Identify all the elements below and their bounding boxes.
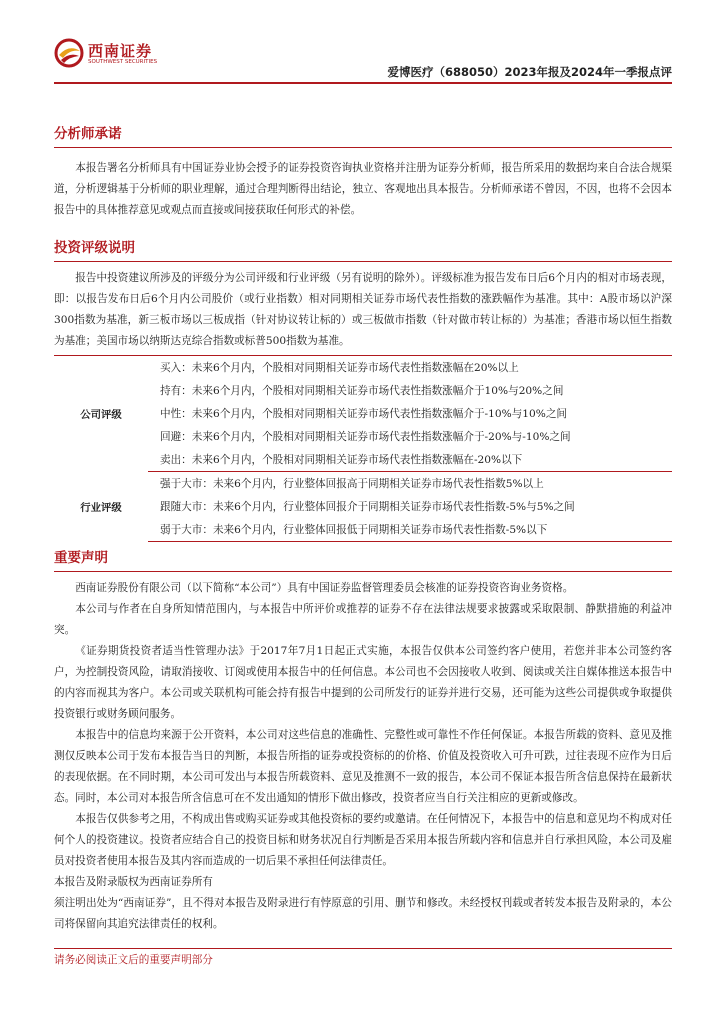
section-divider <box>54 571 672 572</box>
rating-title: 投资评级说明 <box>54 240 135 256</box>
disclaimer-paragraph: 本报告仅供参考之用，不构成出售或购买证券或其他投资标的要约或邀请。在任何情况下，本报告中的信息和意见均不构成对任何个人的投资建议。投资者应结合自己的投资目标和财务状况自行判断是否采用本报告所载内容和信息并自行承担风险，本公司及雇员对投资者使用本报告及其内容而造成的一切后果不承担任何法律责任。 <box>54 813 672 867</box>
company-rating-label: 公司评级 <box>54 356 148 472</box>
disclaimer-title: 重要声明 <box>54 550 108 566</box>
copyright-line: 本报告及附录版权为西南证券所有 <box>54 876 213 888</box>
disclaimer-paragraph: 本报告中的信息均来源于公开资料，本公司对这些信息的准确性、完整性或可靠性不作任何保证。本报告所载的资料、意见及推测仅反映本公司于发布本报告当日的判断，本报告所指的证券或投资标的的价格、价值及投资收入可升可跌，过往表现不应作为日后的表现依据。在不同时期，本公司可发出与本报告所载资料、意见及推测不一致的报告，本公司不保证本报告所含信息保持在最新状态。同时，本公司对本报告所含信息可在不发出通知的情形下做出修改，投资者应当自行关注相应的更新或修改。 <box>54 729 672 804</box>
company-rating-item: 卖出：未来6个月内，个股相对同期相关证券市场代表性指数涨幅在-20%以下 <box>148 448 672 472</box>
rating-row <box>54 356 672 380</box>
company-rating-item: 买入：未来6个月内，个股相对同期相关证券市场代表性指数涨幅在20%以上 <box>148 356 672 380</box>
logo-mark-icon <box>54 38 84 68</box>
disclaimer-paragraph: 西南证券股份有限公司（以下简称“本公司”）具有中国证券监督管理委员会核准的证券投资咨询业务资格。 <box>75 582 574 594</box>
report-title: 爱博医疗（688050）2023年报及2024年一季报点评 <box>387 65 672 79</box>
section-divider <box>54 261 672 262</box>
analyst-title: 分析师承诺 <box>54 126 122 142</box>
industry-rating-item: 强于大市：未来6个月内，行业整体回报高于同期相关证券市场代表性指数5%以上 <box>160 478 544 490</box>
industry-rating-item: 弱于大市：未来6个月内，行业整体回报低于同期相关证券市场代表性指数-5%以下 <box>148 518 672 542</box>
copyright-notice: 须注明出处为“西南证券”，且不得对本报告及附录进行有悖原意的引用、删节和修改。未经授权刊载或者转发本报告及附录的，本公司将保留向其追究法律责任的权利。 <box>54 897 672 930</box>
analyst-text: 本报告署名分析师具有中国证券业协会授予的证券投资咨询执业资格并注册为证券分析师，报告所采用的数据均来自合法合规渠道，分析逻辑基于分析师的职业理解，通过合理判断得出结论，独立、客观地出具本报告。分析师承诺不曾因，不因，也将不会因本报告中的具体推荐意见或观点而直接或间接获取任何形式的补偿。 <box>54 162 672 216</box>
footer-divider <box>54 948 672 949</box>
company-logo <box>54 38 164 72</box>
footer-notice: 请务必阅读正文后的重要声明部分 <box>54 954 213 966</box>
rating-intro: 报告中投资建议所涉及的评级分为公司评级和行业评级（另有说明的除外）。评级标准为报告发布日后6个月内的相对市场表现，即：以报告发布日后6个月内公司股价（或行业指数）相对同期相关证券市场代表性指数的涨跌幅作为基准。其中：A股市场以沪深300指数为基准，新三板市场以三板成指（针对协议转让标的）或三板做市指数（针对做市转让标的）为基准；香港市场以恒生指数为基准；美国市场以纳斯达克综合指数或标普500指数为基准。 <box>54 272 672 347</box>
rating-table <box>54 355 672 542</box>
company-rating-item: 持有：未来6个月内，个股相对同期相关证券市场代表性指数涨幅介于10%与20%之间 <box>160 385 564 397</box>
logo-text-cn: 西南证券 <box>88 42 153 60</box>
rating-section <box>54 238 672 542</box>
industry-rating-label: 行业评级 <box>80 502 122 514</box>
page-header <box>0 0 724 90</box>
disclaimer-paragraph: 本公司与作者在自身所知情范围内，与本报告中所评价或推荐的证券不存在法律法规要求披露或采取限制、静默措施的利益冲突。 <box>54 603 672 636</box>
analyst-section <box>54 124 672 221</box>
company-rating-item: 回避：未来6个月内，个股相对同期相关证券市场代表性指数涨幅介于-20%与-10%之间 <box>160 431 571 443</box>
disclaimer-paragraph: 《证券期货投资者适当性管理办法》于2017年7月1日起正式实施，本报告仅供本公司签约客户使用，若您并非本公司签约客户，为控制投资风险，请取消接收、订阅或使用本报告中的任何信息。本公司也不会因接收人收到、阅读或关注自媒体推送本报告中的内容而视其为客户。本公司或关联机构可能会持有报告中提到的公司所发行的证券并进行交易，还可能为这些公司提供或争取提供投资银行或财务顾问服务。 <box>54 645 672 720</box>
logo-text-en: SOUTHWEST SECURITIES <box>88 59 158 65</box>
rating-row <box>54 472 672 496</box>
header-divider <box>54 82 672 84</box>
company-rating-item: 中性：未来6个月内，个股相对同期相关证券市场代表性指数涨幅介于-10%与10%之间 <box>160 408 568 420</box>
section-divider <box>54 147 672 148</box>
disclaimer-section <box>54 548 672 935</box>
industry-rating-item: 跟随大市：未来6个月内，行业整体回报介于同期相关证券市场代表性指数-5%与5%之间 <box>160 501 575 513</box>
